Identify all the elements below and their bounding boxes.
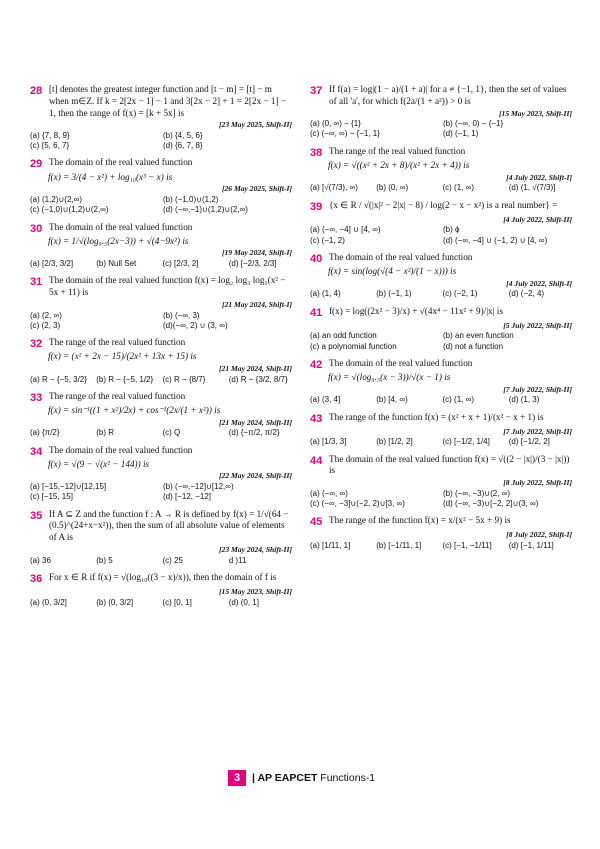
- option: (d) [−1/2, 2]: [508, 437, 550, 447]
- question-head: [30, 157, 292, 171]
- option: (d) [−2/3, 2/3]: [228, 259, 277, 269]
- question-text: The domain of the real valued function: [49, 444, 193, 455]
- question-number: 36: [30, 572, 43, 585]
- question-41: [310, 306, 572, 352]
- option: (d) (−2, 4): [508, 289, 545, 299]
- footer-title: [252, 772, 375, 784]
- question-head: [310, 358, 572, 372]
- question-number: 41: [310, 306, 323, 319]
- question-text: If A ⊆ Z and the function f : A → R is defined by f(x) = 1/√(64 − (0.5)^(24+x−x²)), then the sum of all absolute value of elements of A is: [49, 508, 289, 543]
- question-source: [15 May 2023, Shift-II]: [499, 108, 572, 118]
- option: (b) ϕ: [443, 225, 460, 235]
- options: [30, 428, 292, 438]
- option: d )11: [228, 555, 247, 565]
- footer-title-bold: | AP EAPCET: [252, 772, 318, 784]
- question-source: [7 July 2022, Shift-II]: [503, 426, 572, 436]
- options: [30, 482, 292, 502]
- options: [310, 289, 572, 299]
- question-text: {x ∈ R / √(|x|² − 2|x| − 8) / log(2 − x − x²) is a real number} =: [329, 199, 558, 210]
- option: (b) R: [96, 428, 115, 438]
- question-source: [15 May 2023, Shift-II]: [219, 586, 292, 596]
- question-head: [30, 572, 292, 586]
- right-column: [310, 84, 572, 557]
- option: (b) (−∞, 3): [163, 310, 200, 320]
- options: [30, 259, 292, 269]
- question-29: [30, 157, 292, 215]
- question-expression: f(x) = (x² + 2x − 15)/(2x² + 13x + 15) is: [48, 351, 197, 362]
- option: (c) a polynomial function: [310, 341, 397, 351]
- option: (a) (−∞, ∞): [310, 488, 348, 498]
- question-34: [30, 445, 292, 503]
- question-head: [310, 306, 572, 320]
- question-number: 29: [30, 158, 43, 171]
- option: (a) [2/3, 3/2]: [30, 259, 74, 269]
- option: (a) [−15,−12]∪[12,15]: [30, 482, 107, 492]
- options: [30, 375, 292, 385]
- option: (a) 36: [30, 555, 51, 565]
- question-text: The domain of the real valued function: [329, 251, 473, 262]
- option: (c) {5, 6, 7}: [30, 141, 70, 151]
- option: (c) (−1,0)∪(1,2)∪(2,∞): [30, 205, 109, 215]
- option: (b) (−∞, −3)∪(2, ∞): [443, 488, 511, 498]
- option: (c) (−1, 2): [310, 235, 345, 245]
- options: [30, 195, 292, 215]
- question-number: 38: [310, 146, 323, 159]
- question-number: 39: [310, 200, 323, 213]
- question-head: [30, 275, 292, 299]
- options: [310, 541, 572, 551]
- option: (a) {7, 8, 9}: [30, 131, 70, 141]
- question-source: [19 May 2024, Shift-I]: [221, 248, 292, 258]
- option: (c) [0, 1]: [162, 597, 192, 607]
- question-head: [30, 222, 292, 236]
- option: (d) (−1, 1): [443, 129, 479, 139]
- question-source: [4 July 2022, Shift-I]: [506, 278, 572, 288]
- question-head: [30, 445, 292, 459]
- question-head: [310, 146, 572, 160]
- option: (b) Null Set: [96, 259, 137, 269]
- question-head: [30, 337, 292, 351]
- question-number: 31: [30, 276, 43, 289]
- question-source: [5 July 2022, Shift-II]: [503, 320, 572, 330]
- options: [310, 395, 572, 405]
- question-32: [30, 337, 292, 385]
- option: (d) (0, 1]: [228, 597, 259, 607]
- question-source: [4 July 2022, Shift-I]: [506, 172, 572, 182]
- options: [30, 311, 292, 331]
- option: (c) [−15, 15]: [30, 492, 73, 502]
- option: (b) (−∞, 0) − {−1}: [443, 119, 504, 129]
- option: (d) (−∞, −4] ∪ (−1, 2) ∪ [4, ∞): [443, 235, 548, 245]
- question-head: [310, 412, 572, 426]
- question-number: 28: [30, 85, 43, 97]
- option: (a) [1/3, 3]: [310, 437, 347, 447]
- options: [310, 437, 572, 447]
- question-30: [30, 222, 292, 270]
- option: (b) an even function: [443, 331, 514, 341]
- option: (d) not a function: [443, 341, 504, 351]
- left-column: [30, 84, 292, 614]
- question-expression: f(x) = √(log₀.₅(x − 3))/√(x − 1) is: [328, 371, 451, 382]
- options: [310, 183, 572, 193]
- option: (b) 5: [96, 555, 113, 565]
- question-text: The domain of the real valued function f(x) = log₂ log₃ log₅(x² − 5x + 11) is: [49, 275, 286, 298]
- option: (a) [√(7/3), ∞): [310, 183, 358, 193]
- option: (b) {4, 5, 6}: [163, 131, 203, 141]
- question-source: [7 July 2022, Shift-II]: [503, 384, 572, 394]
- option: (c) (2, 3): [30, 320, 61, 330]
- option: (a) (0, ∞) − {1}: [310, 119, 361, 129]
- question-text: The domain of the real valued function: [49, 157, 193, 168]
- question-expression: f(x) = 3/(4 − x²) + log₁₀(x³ − x) is: [48, 171, 173, 182]
- option: (b) (−∞,−12]∪[12,∞): [163, 482, 234, 492]
- options: [30, 131, 292, 151]
- question-39: [310, 200, 572, 246]
- question-expression: f(x) = sin(log(√(4 − x²)/(1 − x))) is: [328, 265, 457, 276]
- options: [310, 489, 572, 509]
- option: (b) R − {−5, 1/2}: [96, 374, 154, 384]
- option: (a) (−∞, −4] ∪ [4, ∞): [310, 225, 381, 235]
- question-45: [310, 515, 572, 551]
- option: (d) {−π/2, π/2}: [228, 428, 280, 438]
- question-text: If f(a) = log|(1 − a)/(1 + a)| for a ≠ {−1, 1}, then the set of values of all 'a', for which f(2a/(1 + a²)) > 0 is: [329, 84, 567, 106]
- option: (c) (−2, 1): [442, 289, 478, 299]
- question-head: [310, 515, 572, 529]
- question-text: For x ∈ R if f(x) = √(log₁₀((3 − x)/x)), then the domain of f is: [49, 571, 277, 582]
- options: [30, 556, 292, 566]
- question-source: [8 July 2022, Shift-I]: [506, 530, 572, 540]
- option: (a) {π/2}: [30, 428, 60, 438]
- option: (d)(−∞, 2) ∪ (3, ∞): [163, 320, 228, 330]
- question-source: [21 May 2024, Shift-II]: [219, 363, 292, 373]
- options: [310, 331, 572, 351]
- option: (d) (−∞, −3)∪[−2, 2]∪(3, ∞): [443, 499, 539, 509]
- question-source: [21 May 2024, Shift-II]: [219, 417, 292, 427]
- option: (b) (−1,0)∪(1,2): [163, 195, 219, 205]
- question-35: [30, 509, 292, 566]
- question-head: [310, 84, 572, 108]
- option: (a) (0, 3/2]: [30, 597, 67, 607]
- option: (a) (1, 4): [310, 289, 341, 299]
- option: (c) [−1/2, 1/4]: [442, 437, 490, 447]
- question-head: [310, 454, 572, 478]
- footer-title-rest: Functions-1: [317, 772, 376, 784]
- option: (d) (−∞,−1)∪(1,2)∪(2,∞): [163, 205, 248, 215]
- options: [30, 598, 292, 608]
- question-expression: f(x) = √((x² + 2x + 8)/(x² + 2x + 4)) is: [328, 159, 470, 170]
- question-38: [310, 146, 572, 194]
- question-number: 34: [30, 445, 43, 458]
- question-text: The domain of the real valued function: [49, 221, 193, 232]
- question-number: 33: [30, 391, 43, 404]
- question-text: f(x) = log((2x² − 3)/x) + √(4x⁴ − 11x² + 9)/|x| is: [329, 305, 503, 316]
- option: (c) R − {8/7}: [162, 374, 206, 384]
- option: (b) (−1, 1): [376, 289, 412, 299]
- question-text: The range of the real valued function: [49, 337, 186, 348]
- option: (d) [−12, −12]: [163, 492, 212, 502]
- question-expression: f(x) = sin⁻¹((1 + x²)/2x) + cos⁻¹(2x/(1 + x²)) is: [48, 404, 221, 415]
- question-number: 30: [30, 222, 43, 235]
- option: (a) (2, ∞): [30, 310, 62, 320]
- options: [310, 119, 572, 139]
- question-source: [23 May 2024, Shift-II]: [219, 544, 292, 554]
- question-40: [310, 252, 572, 300]
- option: (c) (−∞, ∞) − {−1, 1}: [310, 129, 380, 139]
- option: (c) Q: [162, 428, 181, 438]
- option: (c) [2/3, 2]: [162, 259, 199, 269]
- question-text: [t] denotes the greatest integer function and [t − m] = [t] − m when m∈Z. If k = 2[2x − 1] − 1 and 3[2x − 2] + 1 = 2[2x − 1] − 1, then the range of f(x) = [k + 5x] is: [49, 84, 286, 118]
- option: (d) {6, 7, 8}: [163, 141, 203, 151]
- question-36: [30, 572, 292, 608]
- question-42: [310, 358, 572, 406]
- option: (c) (1, ∞): [442, 183, 474, 193]
- question-31: [30, 275, 292, 331]
- question-source: [21 May 2024, Shift-I]: [221, 299, 292, 309]
- question-text: The range of the real valued function: [329, 145, 466, 156]
- option: (a) R − {−5, 3/2}: [30, 374, 87, 384]
- question-text: The range of the real valued function: [49, 390, 186, 401]
- option: (d) (1, 3): [508, 395, 540, 405]
- question-source: [26 May 2025, Shift-I]: [221, 184, 292, 194]
- question-28: [30, 84, 292, 151]
- question-head: [30, 509, 292, 544]
- question-text: The range of the function f(x) = (x² + x + 1)/(x² − x + 1) is: [329, 411, 544, 422]
- question-number: 45: [310, 516, 323, 529]
- question-expression: f(x) = 1/√(log₀.₅(2x−3)) + √(4−9x²) is: [48, 235, 189, 246]
- question-source: [23 May 2025, Shift-II]: [219, 120, 292, 130]
- option: (c) 25: [162, 555, 183, 565]
- option: (b) (0, ∞): [376, 183, 409, 193]
- page-number: 3: [228, 770, 246, 786]
- question-43: [310, 412, 572, 448]
- option: (a) (3, 4]: [310, 395, 341, 405]
- option: (d) R − {3/2, 8/7}: [228, 374, 288, 384]
- question-text: The domain of the real valued function: [329, 357, 473, 368]
- question-source: [22 May 2024, Shift-II]: [219, 471, 292, 481]
- question-head: [30, 391, 292, 405]
- question-text: The domain of the real valued function f(x) = √((2 − |x|)/(3 − |x|)) is: [329, 453, 570, 476]
- option: (a) (1,2)∪(2,∞): [30, 195, 83, 205]
- question-text: The range of the function f(x) = x/(x² − 5x + 9) is: [329, 515, 511, 526]
- question-number: 40: [310, 252, 323, 265]
- page-footer: [228, 770, 375, 786]
- options: [310, 225, 572, 245]
- question-expression: f(x) = √(9 − √(x² − 144)) is: [48, 458, 150, 469]
- option: (b) [4, ∞): [376, 395, 408, 405]
- question-33: [30, 391, 292, 439]
- question-head: [30, 84, 292, 119]
- question-number: 37: [310, 85, 323, 97]
- question-source: [4 July 2022, Shift-II]: [503, 214, 572, 224]
- question-head: [310, 200, 572, 214]
- option: (d) (1, √(7/3)]: [508, 183, 556, 193]
- option: (c) (−∞, −3]∪(−2, 2)∪[3, ∞): [310, 499, 405, 509]
- option: (c) [−1, −1/11]: [442, 541, 492, 551]
- question-number: 35: [30, 509, 43, 522]
- question-head: [310, 252, 572, 266]
- option: (a) [1/11, 1]: [310, 541, 351, 551]
- question-44: [310, 454, 572, 510]
- option: (b) (0, 3/2]: [96, 597, 134, 607]
- question-number: 42: [310, 358, 323, 371]
- question-source: [8 July 2022, Shift-II]: [503, 478, 572, 488]
- option: (d) [−1, 1/11]: [508, 541, 554, 551]
- question-number: 32: [30, 338, 43, 351]
- option: (a) an odd function: [310, 331, 377, 341]
- question-number: 44: [310, 454, 323, 467]
- option: (b) [−1/11, 1]: [376, 541, 422, 551]
- question-37: [310, 84, 572, 140]
- option: (c) (1, ∞): [442, 395, 474, 405]
- question-number: 43: [310, 412, 323, 425]
- option: (b) [1/2, 2]: [376, 437, 413, 447]
